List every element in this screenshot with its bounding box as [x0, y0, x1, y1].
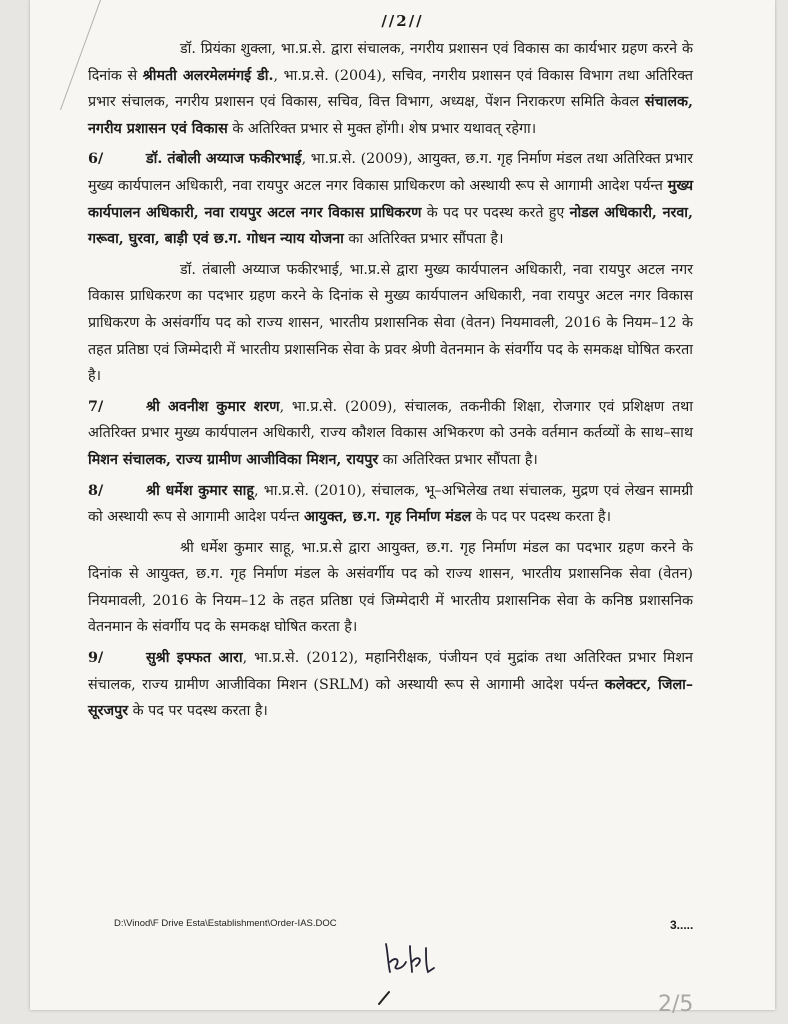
footer-next-page-marker: 3.....: [670, 918, 694, 932]
paragraph-number: 9/: [88, 650, 104, 667]
text-run: श्री धर्मेश कुमार साहू, भा.प्र.से द्वारा आयुक्त, छ.ग. गृह निर्माण मंडल का पदभार ग्रहण करने के दिनांक से आयुक्त, छ.ग. गृह निर्माण मंडल के असंवर्गीय पद को राज्य शासन, भारतीय प्रशासनिक सेवा (वेतन) नियमावली, 2016 के नियम–12 के तहत प्रतिष्ठा एवं जिम्मेदारी में भारतीय प्रशासनिक सेवा के कनिष्ठ प्रशासनिक वेतनमान के संवर्गीय पद के समकक्ष घोषित करता है।: [88, 539, 693, 636]
text-run: , भा.प्र.से. (2009), आयुक्त, छ.ग. गृह निर्माण मंडल तथा अतिरिक्त प्रभार मुख्य कार्यपालन अधिकारी, नवा रायपुर अटल नगर विकास प्राधिकरण को अस्थायी रूप से आगामी आदेश पर्यन्त: [88, 151, 693, 194]
document-body: [88, 36, 693, 725]
text-run: का अतिरिक्त प्रभार सौंपता है।: [378, 451, 538, 468]
bold-text: कलेक्टर, जिला–सूरजपुर: [88, 676, 693, 720]
paragraph: [88, 36, 693, 142]
paragraph-number: 6/: [88, 151, 104, 168]
bold-text: श्रीमती अलरमेलमंगई डी.: [142, 67, 274, 84]
document-page: [30, 0, 775, 1010]
text-run: के अतिरिक्त प्रभार से मुक्त होंगी। शेष प्रभार यथावत् रहेगा।: [227, 120, 537, 137]
text-run: डॉ. तंबाली अय्याज फकीरभाई, भा.प्र.से द्वारा मुख्य कार्यपालन अधिकारी, नवा रायपुर अटल नगर विकास प्राधिकरण का पदभार ग्रहण करने के दिनांक से मुख्य कार्यपालन अधिकारी, नवा रायपुर अटल नगर विकास प्राधिकरण के असंवर्गीय पद को राज्य शासन, भारतीय प्रशासनिक सेवा (वेतन) नियमावली, 2016 के नियम–12 के तहत प्रतिष्ठा एवं जिम्मेदारी में भारतीय प्रशासनिक सेवा के प्रवर श्रेणी वेतनमान के संवर्गीय पद के समकक्ष घोषित करता है।: [88, 261, 693, 385]
footer-file-path: D:\Vinod\F Drive Esta\Establishment\Order-IAS.DOC: [114, 918, 337, 929]
bold-text: मिशन संचालक, राज्य ग्रामीण आजीविका मिशन, रायपुर: [88, 451, 379, 468]
text-run: , भा.प्र.से. (2010), संचालक, भू–अभिलेख तथा संचालक, मुद्रण एवं लेखन सामग्री को अस्थायी रूप से आगामी आदेश पर्यन्त: [88, 482, 693, 526]
bold-text: मुख्य कार्यपालन अधिकारी, नवा रायपुर अटल नगर विकास प्राधिकरण: [88, 177, 693, 221]
text-run: , भा.प्र.से. (2009), संचालक, तकनीकी शिक्षा, रोजगार एवं प्रशिक्षण तथा अतिरिक्त प्रभार मुख्य कार्यपालन अधिकारी, राज्य कौशल विकास अभिकरण को उनके वर्तमान कर्तव्यों के साथ–साथ: [88, 398, 693, 442]
bold-text: आयुक्त, छ.ग. गृह निर्माण मंडल: [303, 509, 472, 526]
bold-text: नोडल अधिकारी, नरवा, गरूवा, घुरवा, बाड़ी एवं छ.ग. गोधन न्याय योजना: [88, 204, 693, 248]
stray-mark: [375, 990, 395, 1006]
text-run: , भा.प्र.से. (2004), सचिव, नगरीय प्रशासन एवं विकास विभाग तथा अतिरिक्त प्रभार संचालक, नगरीय प्रशासन एवं विकास, सचिव, वित्त विभाग, अध्यक्ष, पेंशन निराकरण समिति केवल: [88, 67, 694, 111]
text-run: का अतिरिक्त प्रभार सौंपता है।: [343, 231, 504, 248]
page-number: //2//: [381, 12, 424, 30]
paragraph: [88, 257, 693, 390]
paragraph: [88, 535, 693, 641]
text-run: के पद पर पदस्थ करते हुए: [421, 204, 570, 221]
bold-text: श्री अवनीश कुमार शरण: [146, 398, 280, 415]
bold-text: डॉ. तंबोली अय्याज फकीरभाई: [146, 151, 302, 168]
viewer-page-indicator: 2/5: [658, 992, 694, 1017]
text-run: , भा.प्र.से. (2012), महानिरीक्षक, पंजीयन एवं मुद्रांक तथा अतिरिक्त प्रभार मिशन संचालक, राज्य ग्रामीण आजीविका मिशन (SRLM) को अस्थायी रूप से आगामी आदेश पर्यन्त: [88, 650, 693, 693]
text-run: डॉ. प्रियंका शुक्ला, भा.प्र.से. द्वारा संचालक, नगरीय प्रशासन एवं विकास का कार्यभार ग्रहण करने के दिनांक से: [88, 41, 693, 84]
paragraph: [88, 394, 693, 474]
bold-text: सुश्री इफ्फत आरा: [146, 650, 243, 667]
paragraph: [88, 146, 693, 252]
bold-text: श्री धर्मेश कुमार साहू: [146, 482, 254, 499]
paragraph-number: 8/: [88, 482, 104, 499]
initials-signature: [380, 940, 440, 976]
paragraph: [88, 645, 693, 725]
bold-text: संचालक, नगरीय प्रशासन एवं विकास: [88, 94, 693, 137]
paragraph-number: 7/: [88, 398, 104, 415]
text-run: के पद पर पदस्थ करता है।: [128, 703, 268, 720]
paragraph: [88, 478, 693, 531]
text-run: के पद पर पदस्थ करता है।: [471, 509, 612, 526]
